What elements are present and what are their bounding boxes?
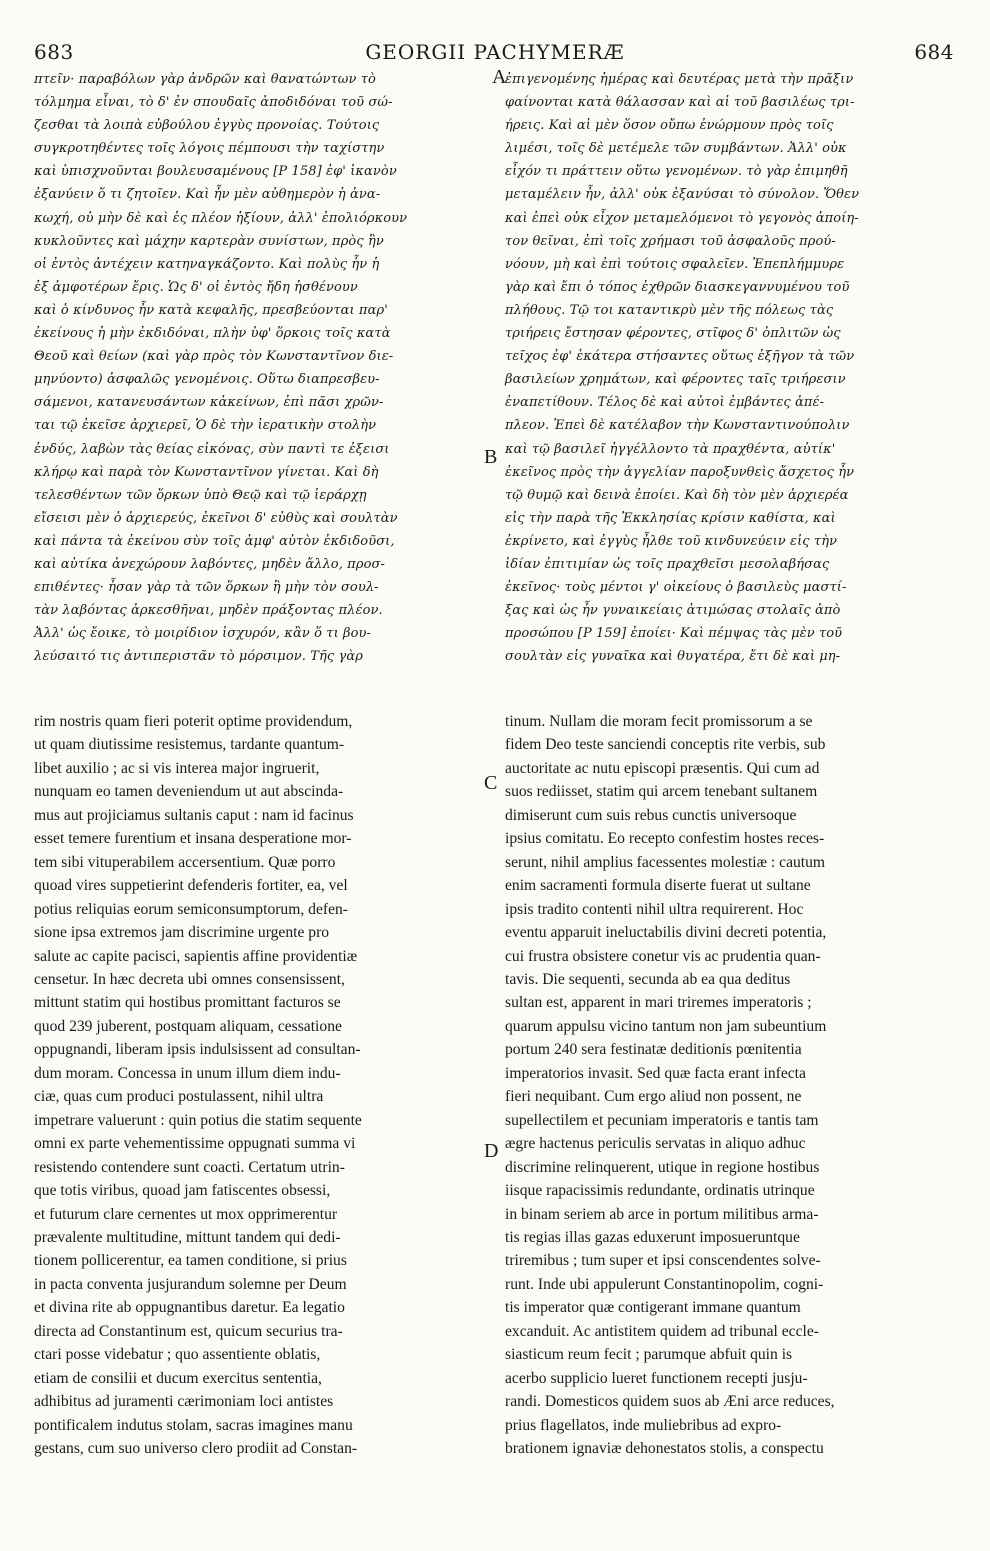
section-marker-d: D	[484, 1140, 499, 1162]
text-line: censetur. In hæc decreta ubi omnes consensissent,	[34, 970, 345, 988]
text-line: λιμέσι, τοῖς δὲ μετέμελε τῶν συμβάντων. Ἀλλ' οὐκ	[505, 141, 847, 157]
text-line: resistendo contendere sunt coacti. Certatum utrin-	[34, 1158, 345, 1176]
text-line: τεῖχος ἐφ' ἑκάτερα στήσαντες οὕτως ἐξῆγον τὰ τῶν	[505, 349, 855, 365]
greek-text-right-column	[505, 68, 955, 668]
text-line: auctoritate ac nutu episcopi præsentis. Qui cum ad	[505, 759, 820, 777]
text-line: ut quam diutissime resistemus, tardante quantum-	[34, 736, 345, 754]
text-line: in binam seriem ab arce in portum militibus arma-	[505, 1205, 819, 1223]
text-line: directa ad Constantinum est, quicum securius tra-	[34, 1322, 343, 1340]
text-line: dimiserunt cum suis rebus cunctis universoque	[505, 806, 797, 824]
text-line: κλήρῳ καὶ παρὰ τὸν Κωνσταντῖνον γίνεται. Καὶ δὴ	[34, 464, 379, 480]
text-line: σάμενοι, κατανευσάντων κἀκείνων, ἐπὶ πᾶσι χρῶν-	[34, 395, 384, 411]
text-line: quod 239 juberent, postquam aliquam, cessatione	[34, 1017, 342, 1035]
text-line: λεύσαιτό τις ἀντιπεριστᾶν τὸ μόρσιμον. Τῆς γὰρ	[34, 649, 363, 665]
text-line: tis imperator quæ contigerant immane quantum	[505, 1299, 801, 1317]
running-title: GEORGII PACHYMERÆ	[365, 40, 625, 64]
text-line: omni ex parte vehementissime oppugnati summa vi	[34, 1135, 356, 1153]
text-line: κωχή, οὐ μὴν δὲ καὶ ἐς πλέον ἠξίουν, ἀλλ' ἐπολιόρκουν	[34, 210, 408, 226]
text-line: ἰδίαν ἐπιτιμίαν ὡς τοῖς πραχθεῖσι μεσολαβήσας	[505, 556, 830, 572]
text-line: randi. Domesticos quidem suos ab Æni arce reduces,	[505, 1393, 835, 1411]
text-line: τον θεῖναι, ἐπὶ τοῖς χρήμασι τοῦ ἀσφαλοῦς πρού-	[505, 233, 836, 249]
text-line: runt. Inde ubi appulerunt Constantinopolim, cogni-	[505, 1275, 824, 1293]
text-line: ἐπιγενομένης ἡμέρας καὶ δευτέρας μετὰ τὴν πρᾶξιν	[505, 72, 854, 87]
text-line: et divina rite ab oppugnantibus daretur. Ea legatio	[34, 1299, 345, 1317]
text-line: ἐκεῖνος πρὸς τὴν ἀγγελίαν παροξυνθεὶς ἄσχετος ἦν	[505, 464, 855, 480]
text-line: ται τῷ ἐκεῖσε ἀρχιερεῖ, Ὁ δὲ τὴν ἱερατικὴν στολὴν	[34, 418, 377, 434]
text-line: excanduit. Ac antistitem quidem ad tribunal eccle-	[505, 1322, 819, 1340]
text-line: prius flagellatos, inde muliebribus ad expro-	[505, 1416, 782, 1434]
text-line: ἐκρίνετο, καὶ ἐγγὺς ἦλθε τοῦ κινδυνεύειν εἰς τὴν	[505, 533, 838, 549]
text-line: pontificalem indutus stolam, sacras imagines manu	[34, 1416, 353, 1434]
text-line: κυκλοῦντες καὶ μάχην καρτερὰν συνίστων, πρὸς ἣν	[34, 233, 384, 249]
text-line: brationem ignaviæ dehonestatos stolis, a conspectu	[505, 1440, 824, 1458]
text-line: nunquam eo tamen deveniendum ut aut abscinda-	[34, 783, 344, 801]
text-line: serunt, nihil amplius facessentes molestiæ : cautum	[505, 853, 826, 871]
text-line: καὶ αὐτίκα ἀνεχώρουν λαβόντες, μηδὲν ἄλλο, προσ-	[34, 556, 385, 572]
text-line: tavis. Die sequenti, secunda ab ea qua deditus	[505, 970, 791, 988]
text-line: πτεῖν· παραβόλων γὰρ ἀνδρῶν καὶ θανατώντων τὸ	[34, 72, 376, 87]
text-line: etiam de consilii et ducum exercitus sententia,	[34, 1369, 322, 1387]
text-line: tionem pollicerentur, ea tamen conditione, si prius	[34, 1252, 347, 1270]
text-line: ἐναπετίθουν. Τέλος δὲ καὶ αὐτοὶ ἐμβάντες ἀπέ-	[505, 395, 825, 411]
text-line: esset temere furentium et insana desperatione mor-	[34, 830, 352, 848]
text-line: in pacta conventa jusjurandum solemne per Deum	[34, 1275, 347, 1293]
text-line: ἐξ ἀμφοτέρων ἔρις. Ὡς δ' οἱ ἐντὸς ἤδη ἠσθένουν	[34, 279, 358, 295]
text-line: tem sibi vituperabilem accersentium. Quæ porro	[34, 853, 336, 871]
text-line: adhibitus ad juramenti cærimoniam loci antistes	[34, 1393, 334, 1411]
text-line: gestans, cum suo universo clero prodiit ad Constan-	[34, 1440, 358, 1458]
text-line: suos rediisset, statim qui arcem tenebant sultanem	[505, 783, 818, 801]
section-marker-c: C	[484, 772, 498, 794]
text-line: impetrare valuerunt : quin potius die statim sequente	[34, 1111, 362, 1129]
text-line: potius reliquias eorum semiconsumptorum, defen-	[34, 900, 348, 918]
text-line: ζεσθαι τὰ λοιπὰ εὐβούλου ἐγγὺς προνοίας. Τούτοις	[34, 118, 380, 134]
text-line: καὶ ἐπεὶ οὐκ εἶχον μεταμελόμενοι τὸ γεγονὸς ἀποίη-	[505, 210, 859, 226]
text-line: imperatorios invasit. Sed quæ facta erant infecta	[505, 1064, 806, 1082]
text-line: ἐνδύς, λαβὼν τὰς θείας εἰκόνας, σὺν παντὶ τε ἐξεισι	[34, 441, 390, 457]
right-page-number: 684	[914, 40, 954, 64]
text-line: prævalente multitudine, mittunt tandem qui dedi-	[34, 1228, 341, 1246]
text-line: καὶ πάντα τὰ ἐκείνου σὺν τοῖς ἀμφ' αὐτὸν ἐκδιδοῦσι,	[34, 533, 395, 549]
text-line: πλήθους. Τῷ τοι καταντικρὺ μὲν τῆς πόλεως τὰς	[505, 302, 834, 318]
section-marker-b: B	[484, 446, 498, 468]
text-line: ἐξανύειν ὅ τι ζητοῖεν. Καὶ ἦν μὲν αὐθημερὸν ἡ ἀνα-	[34, 187, 381, 203]
text-line: σουλτὰν εἰς γυναῖκα καὶ θυγατέρα, ἔτι δὲ καὶ μη-	[505, 649, 841, 665]
text-line: oppugnandi, liberam ipsis indulsissent ad consultan-	[34, 1041, 361, 1059]
text-line: cui frustra obsistere conetur vis ac prudentia quan-	[505, 947, 821, 965]
text-line: dum moram. Concessa in unum illum diem indu-	[34, 1064, 341, 1082]
text-line: ξας καὶ ὡς ἦν γυναικείαις ἀτιμώσας στολαῖς ἀπὸ	[505, 603, 841, 619]
text-line: ipsius comitatu. Eo recepto confestim hostes reces-	[505, 830, 825, 848]
text-line: τελεσθέντων τῶν ὅρκων ὑπὸ Θεῷ καὶ τῷ ἱεράρχῃ	[34, 487, 367, 503]
text-line: tis regias illas gazas eduxerunt imposueruntque	[505, 1228, 800, 1246]
text-line: νόουν, μὴ καὶ ἐπὶ τούτοις σφαλεῖεν. Ἐπεπλήμμυρε	[505, 256, 845, 272]
text-line: ctari posse videbatur ; quo assentiente oblatis,	[34, 1346, 321, 1364]
text-line: Ἀλλ' ὡς ἔοικε, τὸ μοιρίδιον ἰσχυρόν, κἂν ὅ τι βου-	[34, 626, 372, 642]
text-line: εἶχόν τι πράττειν οὕτω γενομένων. τὸ γὰρ ἐπιμηθῆ	[505, 164, 848, 180]
text-line: συγκροτηθέντες τοῖς λόγοις πέμπουσι τὴν ταχίστην	[34, 141, 385, 157]
text-line: φαίνονται κατὰ θάλασσαν καὶ αἱ τοῦ βασιλέως τρι-	[505, 95, 855, 111]
text-line: salute ac capite pacisci, sapientis affine providentiæ	[34, 947, 358, 965]
text-line: τὰν λαβόντας ἀρκεσθῆναι, μηδὲν πράξοντας πλέον.	[34, 603, 383, 619]
text-line: Θεοῦ καὶ θείων (καὶ γὰρ πρὸς τὸν Κωνσταντῖνον διε-	[34, 349, 394, 365]
text-line: τριήρεις ἔστησαν φέροντες, στῖφος δ' ὁπλιτῶν ὡς	[505, 326, 841, 342]
text-line: ἐκείνους ἡ μὴν ἐκδιδόναι, πλὴν ὑφ' ὅρκοις τοῖς κατὰ	[34, 326, 391, 342]
text-line: sultan est, apparent in mari triremes imperatoris ;	[505, 994, 812, 1012]
text-line: rim nostris quam fieri poterit optime providendum,	[34, 713, 353, 730]
text-line: καὶ τῷ βασιλεῖ ἠγγέλλοντο τὰ πραχθέντα, αὐτίκ'	[505, 441, 836, 457]
text-line: mittunt statim qui hostibus promittant facturos se	[34, 994, 341, 1012]
text-line: tinum. Nullam die moram fecit promissorum a se	[505, 713, 813, 730]
latin-translation-left-column	[34, 710, 484, 1461]
text-line: καὶ ὑπισχνοῦνται βουλευσαμένους [P 158] ἐφ' ἱκανὸν	[34, 164, 397, 180]
text-line: quoad vires suppetierint defenderis fortiter, ea, vel	[34, 877, 348, 895]
text-line: προσώπου [P 159] ἐποίει· Καὶ πέμψας τὰς μὲν τοῦ	[505, 626, 843, 642]
text-line: ægre hactenus periculis servatas in aliquo adhuc	[505, 1135, 806, 1153]
text-line: portum 240 sera festinatæ deditionis pœnitentia	[505, 1041, 802, 1059]
text-line: επιθέντες· ἦσαν γὰρ τὰ τῶν ὅρκων ἢ μὴν τὸν σουλ-	[34, 580, 379, 596]
text-line: καὶ ὁ κίνδυνος ἦν κατὰ κεφαλῆς, πρεσβεύονται παρ'	[34, 302, 388, 318]
section-marker-a: A	[492, 66, 507, 88]
text-line: fieri nequibant. Cum ergo aliud non possent, ne	[505, 1088, 802, 1106]
text-line: ἐκεῖνος· τοὺς μέντοι γ' οἰκείους ὁ βασιλεὺς μαστί-	[505, 580, 847, 596]
text-line: ήρεις. Καὶ αἱ μὲν ὅσον οὔπω ἐνώρμουν πρὸς τοῖς	[505, 118, 834, 134]
text-line: τόλμημα εἶναι, τὸ δ' ἐν σπουδαῖς ἀποδιδόναι τοῦ σώ-	[34, 95, 393, 111]
text-line: γὰρ καὶ ἔπι ὁ τόπος ἐχθρῶν διασκεγαννυμένου τοῦ	[505, 279, 850, 295]
text-line: τῷ θυμῷ καὶ δεινὰ ἐποίει. Καὶ δὴ τὸν μὲν ἀρχιερέα	[505, 487, 849, 503]
left-page-number: 683	[34, 40, 74, 64]
text-line: ciæ, quas cum produci postulassent, nihil ultra	[34, 1088, 324, 1106]
text-line: et futurum clare cernentes ut mox opprimerentur	[34, 1205, 338, 1223]
greek-text-left-column	[34, 68, 490, 668]
text-line: πλεον. Ἐπεὶ δὲ κατέλαβον τὴν Κωνσταντινούπολιν	[505, 418, 850, 434]
text-line: triremibus ; tum super et ipsi conscendentes solve-	[505, 1252, 821, 1270]
text-line: que totis viribus, quoad jam fatiscentes obsessi,	[34, 1182, 331, 1200]
text-line: siasticum reum fecit ; parumque abfuit quin is	[505, 1346, 793, 1364]
text-line: οἱ ἐντὸς ἀντέχειν κατηναγκάζοντο. Καὶ πολὺς ἦν ἡ	[34, 256, 380, 272]
text-line: libet auxilio ; ac si vis interea major ingruerit,	[34, 759, 320, 777]
text-line: discrimine relinquerent, utique in regione hostibus	[505, 1158, 820, 1176]
text-line: μηνύοντο) ἀσφαλῶς γενομένοις. Οὕτω διαπρεσβευ-	[34, 372, 380, 388]
text-line: eventu apparuit ineluctabilis divini decreti potentia,	[505, 924, 827, 942]
text-line: εἴσεισι μὲν ὁ ἀρχιερεύς, ἐκεῖνοι δ' εὐθὺς καὶ σουλτὰν	[34, 510, 398, 526]
text-line: ipsis tradito contenti nihil ultra requirerent. Hoc	[505, 900, 804, 918]
text-line: supellectilem et pecuniam imperatoris e tantis tam	[505, 1111, 819, 1129]
text-line: enim sacramenti formula diserte fuerat ut sultane	[505, 877, 811, 895]
text-line: iisque rapacissimis redundante, ordinatis utrinque	[505, 1182, 815, 1200]
text-line: μεταμέλειν ἦν, ἀλλ' οὐκ ἐξανύσαι τὸ σύνολον. Ὅθεν	[505, 187, 860, 203]
text-line: εἰς τὴν παρὰ τῆς Ἐκκλησίας κρίσιν καθίστα, καὶ	[505, 510, 836, 526]
text-line: quarum appulsu vicino tantum non jam subeuntium	[505, 1017, 827, 1035]
latin-translation-right-column	[505, 710, 955, 1461]
text-line: sione ipsa extremos jam discrimine urgente pro	[34, 924, 330, 942]
text-line: mus aut projiciamus sultanis caput : nam id facinus	[34, 806, 354, 824]
text-line: fidem Deo teste sanciendi conceptis rite verbis, sub	[505, 736, 826, 754]
text-line: acerbo supplicio lueret functionem recepti jusju-	[505, 1369, 808, 1387]
text-line: βασιλείων χρημάτων, καὶ φέροντες ταῖς τριήρεσιν	[505, 372, 846, 388]
